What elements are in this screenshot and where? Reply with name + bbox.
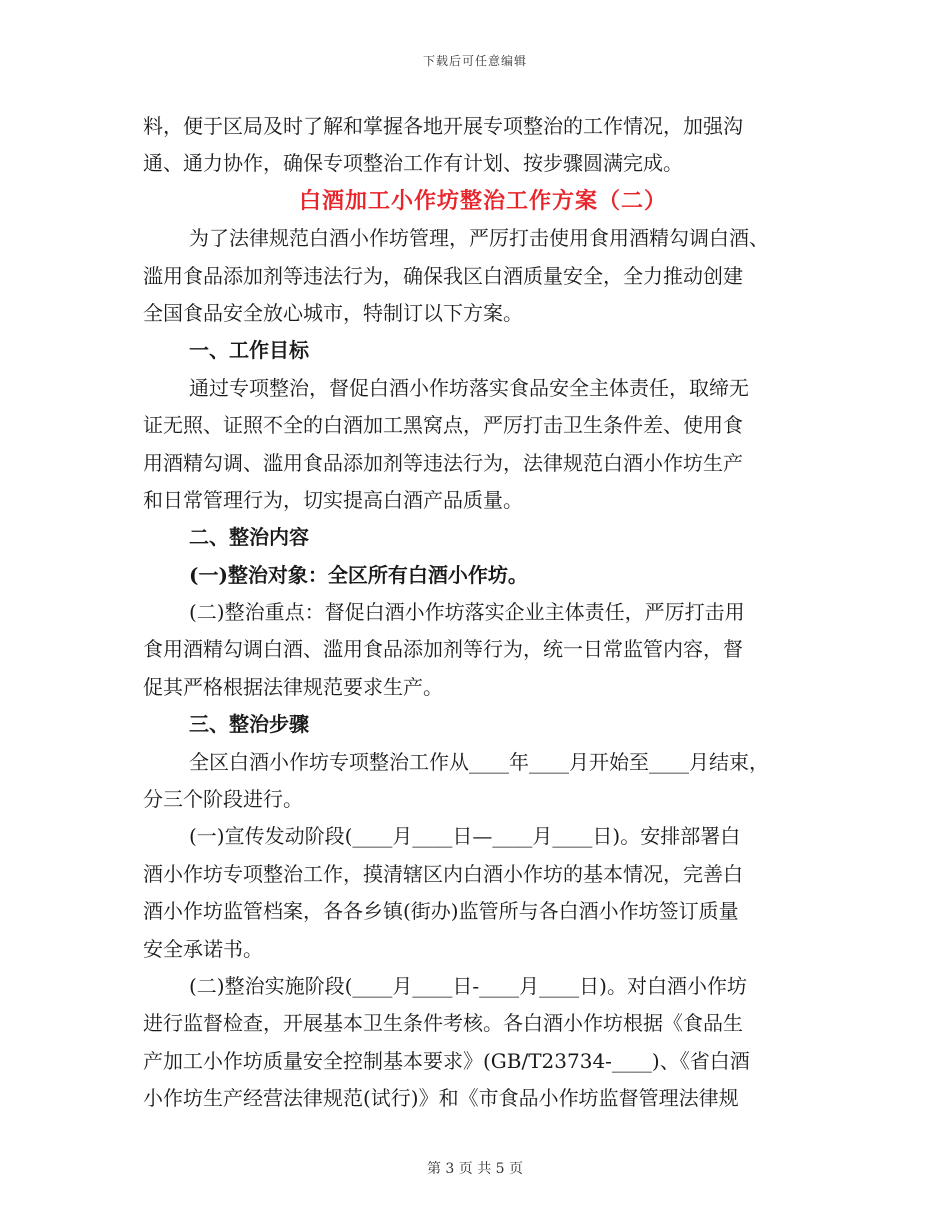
paragraph-line: 酒小作坊专项整治工作，摸清辖区内白酒小作坊的基本情况，完善白 xyxy=(143,861,743,886)
paragraph-line: 酒小作坊监管档案，各各乡镇(街办)监管所与各白酒小作坊签订质量 xyxy=(143,899,739,924)
page-header-note: 下载后可任意编辑 xyxy=(422,54,527,68)
paragraph-line: 安全承诺书。 xyxy=(143,936,263,961)
page-number: 第 3 页 共 5 页 xyxy=(426,1161,524,1177)
section-heading: 三、整治步骤 xyxy=(189,712,309,737)
paragraph-line: 全国食品安全放心城市，特制订以下方案。 xyxy=(143,300,523,325)
paragraph-line: (二)整治实施阶段(____月____日-____月____日)。对白酒小作坊 xyxy=(189,973,747,998)
paragraph-line: 通、通力协作，确保专项整治工作有计划、按步骤圆满完成。 xyxy=(143,151,683,176)
paragraph-line: 证无照、证照不全的白酒加工黑窝点，严厉打击卫生条件差、使用食 xyxy=(143,413,743,438)
paragraph-line: 用酒精勾调、滥用食品添加剂等违法行为，法律规范白酒小作坊生产 xyxy=(143,450,743,475)
paragraph-line: (二)整治重点：督促白酒小作坊落实企业主体责任，严厉打击用 xyxy=(189,600,745,625)
section-heading: 一、工作目标 xyxy=(189,338,309,363)
section-heading: 二、整治内容 xyxy=(189,525,309,550)
paragraph-line: 进行监督检查，开展基本卫生条件考核。各白酒小作坊根据《食品生 xyxy=(143,1011,743,1036)
paragraph-line: (一)宣传发动阶段(____月____日—____月____日)。安排部署白 xyxy=(189,824,741,849)
paragraph-line: 产加工小作坊质量安全控制基本要求》(GB/T23734-____)、《省白酒 xyxy=(143,1048,750,1073)
paragraph-line: 为了法律规范白酒小作坊管理，严厉打击使用食用酒精勾调白酒、 xyxy=(189,226,769,251)
paragraph-line: 通过专项整治，督促白酒小作坊落实食品安全主体责任，取缔无 xyxy=(189,375,749,400)
document-title: 白酒加工小作坊整治工作方案（二） xyxy=(298,187,667,214)
document-body xyxy=(143,108,803,1118)
paragraph-line: 全区白酒小作坊专项整治工作从____年____月开始至____月结束， xyxy=(189,749,769,774)
paragraph-line: 分三个阶段进行。 xyxy=(143,787,303,812)
paragraph-line: 食用酒精勾调白酒、滥用食品添加剂等行为，统一日常监管内容，督 xyxy=(143,637,743,662)
paragraph-line: 小作坊生产经营法律规范(试行)》和《市食品小作坊监督管理法律规 xyxy=(143,1086,739,1111)
paragraph-line: 和日常管理行为，切实提高白酒产品质量。 xyxy=(143,487,523,512)
paragraph-line: 料，便于区局及时了解和掌握各地开展专项整治的工作情况，加强沟 xyxy=(143,114,743,138)
paragraph-line: 滥用食品添加剂等违法行为，确保我区白酒质量安全，全力推动创建 xyxy=(143,263,743,288)
paragraph-line: 促其严格根据法律规范要求生产。 xyxy=(143,674,443,699)
subsection-heading: (一)整治对象：全区所有白酒小作坊。 xyxy=(189,562,528,587)
